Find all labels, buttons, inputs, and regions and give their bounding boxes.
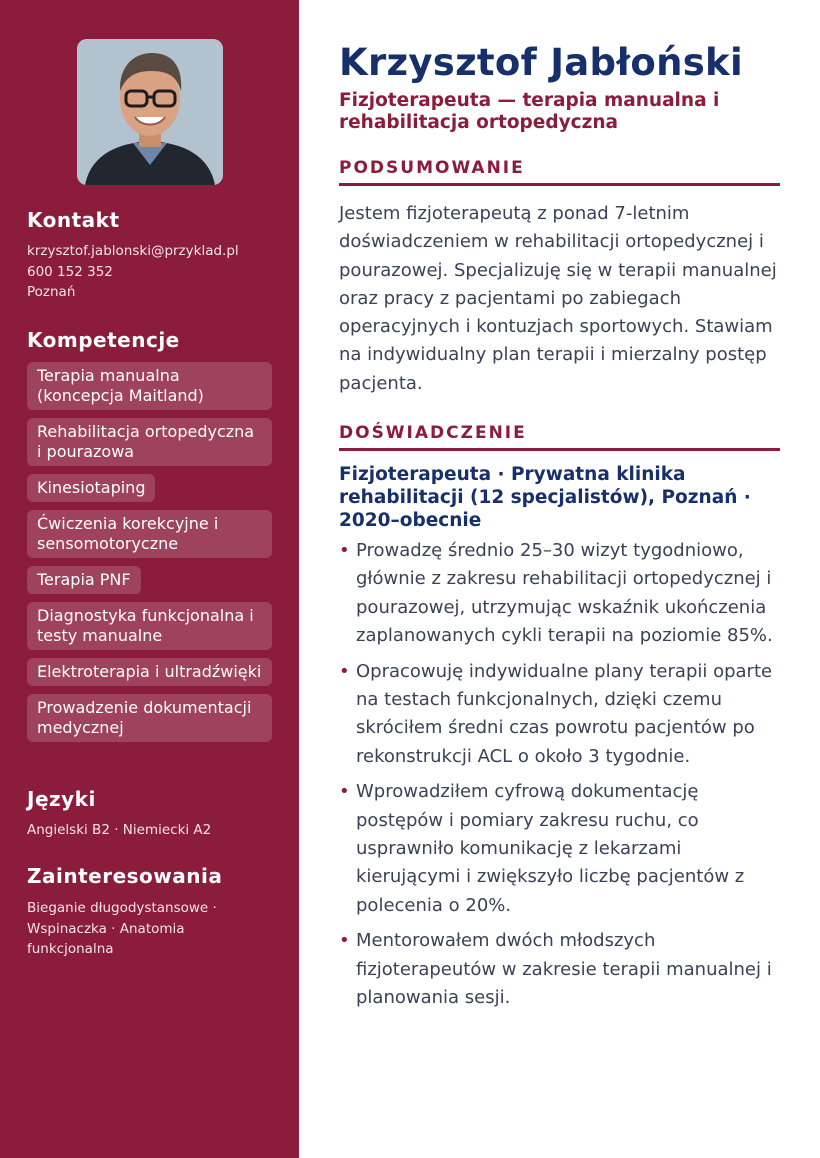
- bullet-icon: •: [339, 660, 350, 682]
- contact-city: Poznań: [27, 284, 76, 300]
- skills-list: [27, 362, 272, 750]
- contact-heading: Kontakt: [27, 208, 120, 232]
- skill-chip: Terapia manualna (koncepcja Maitland): [27, 362, 272, 410]
- list-item: [339, 658, 780, 772]
- sidebar: [0, 0, 299, 1158]
- job-entry-title: Fizjoterapeuta · Prywatna klinika rehabilitacji (12 specjalistów), Poznań · 2020–obecnie: [339, 464, 751, 531]
- summary-heading: PODSUMOWANIE: [339, 158, 780, 186]
- skill-chip: Elektroterapia i ultradźwięki: [27, 658, 272, 686]
- contact-email[interactable]: krzysztof.jablonski@przyklad.pl: [27, 243, 239, 259]
- skill-chip: Kinesiotaping: [27, 474, 155, 502]
- bullet-text: Prowadzę średnio 25–30 wizyt tygodniowo, głównie z zakresu rehabilitacji ortopedycznej i pourazowej, utrzymując wskaźnik ukończenia zaplanowanych cykli terapii na poziomie 85%.: [356, 540, 773, 647]
- skills-heading: Kompetencje: [27, 328, 180, 352]
- skill-chip: Terapia PNF: [27, 566, 141, 594]
- bullet-icon: •: [339, 540, 350, 561]
- bullet-text: Wprowadziłem cyfrową dokumentację postępów i pomiary zakresu ruchu, co usprawniło komunikację z lekarzami kierującymi i zwiększyło liczbę pacjentów z polecenia o 20%.: [356, 781, 745, 916]
- skill-chip: Ćwiczenia korekcyjne i sensomotoryczne: [27, 510, 272, 558]
- contact-phone[interactable]: 600 152 352: [27, 263, 113, 280]
- skill-chip: Diagnostyka funkcjonalna i testy manualne: [27, 602, 272, 650]
- bullet-text: Mentorowałem dwóch młodszych fizjoterapeutów w zakresie terapii manualnej i planowania sesji.: [356, 930, 772, 1009]
- languages-heading: Języki: [27, 787, 96, 811]
- profile-photo: [77, 39, 223, 185]
- skill-chip: Rehabilitacja ortopedyczna i pourazowa: [27, 418, 272, 466]
- experience-heading: DOŚWIADCZENIE: [339, 423, 780, 451]
- list-item: [339, 537, 780, 651]
- bullet-icon: •: [339, 781, 350, 803]
- list-item: [339, 778, 780, 920]
- summary-text: Jestem fizjoterapeutą z ponad 7-letnim doświadczeniem w rehabilitacji ortopedycznej i pourazowej. Specjalizuję się w terapii manualnej oraz pracy z pacjentami po zabiegach operacyjnych i kontuzjach sportowych. Stawiam na indywidualny plan terapii i mierzalny postęp pacjenta.: [339, 203, 777, 394]
- bullet-icon: •: [339, 930, 350, 952]
- interests-text: Bieganie długodystansowe · Wspinaczka · Anatomia funkcjonalna: [27, 900, 217, 957]
- list-item: [339, 927, 780, 1012]
- skill-chip: Prowadzenie dokumentacji medycznej: [27, 694, 272, 742]
- interests-heading: Zainteresowania: [27, 864, 223, 888]
- job-bullets: [339, 537, 780, 1020]
- person-name: Krzysztof Jabłoński: [339, 41, 743, 84]
- contact-block: [27, 241, 277, 303]
- bullet-text: Opracowuję indywidualne plany terapii oparte na testach funkcjonalnych, dzięki czemu skróciłem średni czas powrotu pacjentów po rekonstrukcji ACL o około 3 tygodnie.: [356, 660, 773, 767]
- job-subtitle: Fizjoterapeuta — terapia manualna i rehabilitacja ortopedyczna: [339, 90, 720, 133]
- avatar-portrait-icon: [77, 39, 223, 185]
- languages-text: Angielski B2 · Niemiecki A2: [27, 822, 212, 838]
